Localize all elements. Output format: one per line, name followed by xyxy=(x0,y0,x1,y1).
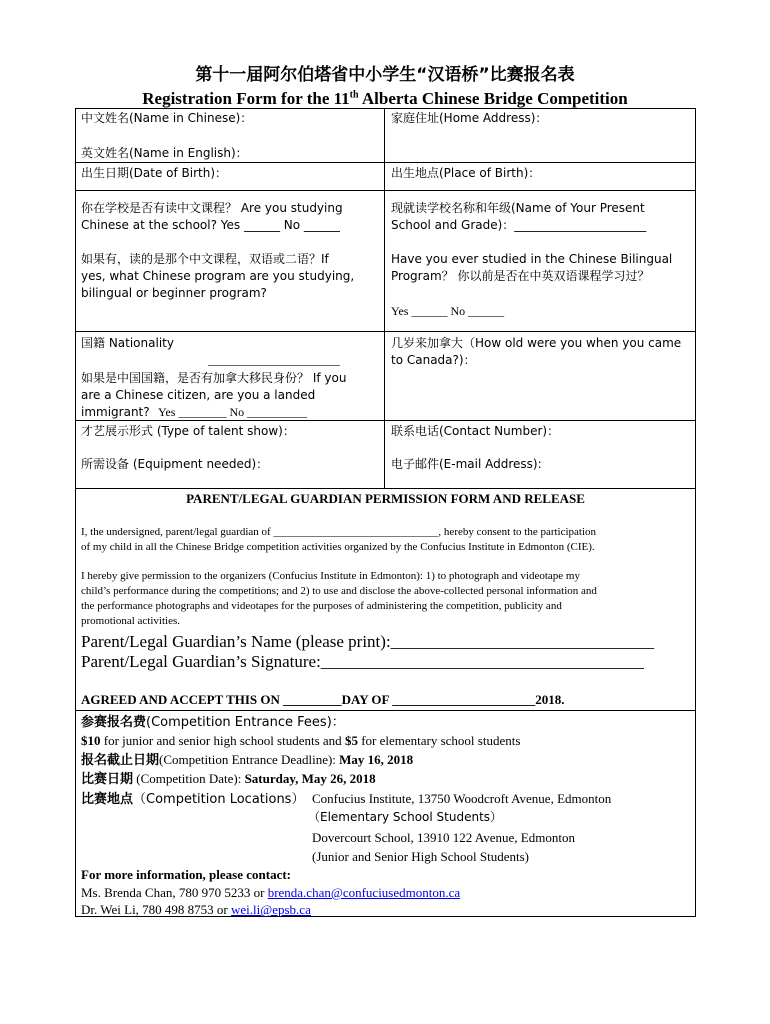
competition-date-label-en: (Competition Date): xyxy=(133,771,245,786)
more-info-heading: For more information, please contact: xyxy=(81,867,291,882)
column-divider xyxy=(384,108,385,488)
email-address-field[interactable]: 电子邮件(E-mail Address): xyxy=(391,457,542,471)
location-2: Dovercourt School, 13910 122 Avenue, Edmonton xyxy=(312,830,575,845)
age-came-line-1: 几岁来加拿大（How old were you when you came xyxy=(391,336,682,350)
locations-label: 比赛地点 xyxy=(81,792,134,807)
location-1: Confucius Institute, 13750 Woodcroft Avenue, Edmonton xyxy=(312,791,612,806)
deadline-label: 报名截止日期 xyxy=(81,753,160,768)
entrance-fees xyxy=(81,712,693,732)
fees-label-en: (Competition Entrance Fees)： xyxy=(146,715,345,730)
study-chinese-question[interactable] xyxy=(81,200,383,234)
study-chinese-line-2: Chinese at the school? Yes ______ No ______ xyxy=(81,218,340,232)
media-permission-line-4: promotional activities. xyxy=(81,615,180,627)
study-chinese-line-1: 你在学校是否有读中文课程？ Are you studying xyxy=(81,201,343,215)
equipment-needed-field[interactable]: 所需设备 (Equipment needed)： xyxy=(81,457,269,471)
row-divider-2 xyxy=(75,190,696,191)
fees-amount-elementary: $5 xyxy=(344,733,358,748)
program-type-line-2: yes, what Chinese program are you studying, xyxy=(81,269,355,283)
program-type-line-1: 如果有，读的是那个中文课程，双语或二语？If xyxy=(81,252,329,266)
entrance-deadline xyxy=(81,750,693,770)
present-school-question[interactable] xyxy=(391,200,693,234)
contact-brenda-text: Ms. Brenda Chan, 780 970 5233 or xyxy=(81,885,268,900)
row-divider-3 xyxy=(75,331,696,332)
landed-immigrant-yes-no[interactable]: Yes ________ No __________ xyxy=(158,405,308,419)
guardian-signature-field[interactable]: Parent/Legal Guardian’s Signature:______________________________________ xyxy=(81,652,644,671)
contact-number-field[interactable]: 联系电话(Contact Number)： xyxy=(391,424,560,438)
title-english-main: Registration Form for the 11 xyxy=(142,89,350,108)
consent-line-1: I, the undersigned, parent/legal guardian of ______________________________, hereby consent to the participation xyxy=(81,526,597,538)
landed-immigrant-line-1: 如果是中国国籍，是否有加拿大移民身份？ If you xyxy=(81,371,347,385)
place-of-birth-field[interactable]: 出生地点(Place of Birth)： xyxy=(391,166,541,180)
row-divider-6 xyxy=(75,710,696,711)
talent-show-type-field[interactable]: 才艺展示形式 (Type of talent show)： xyxy=(81,424,295,438)
program-type-line-3: bilingual or beginner program? xyxy=(81,286,267,300)
location-1-note: （Elementary School Students） xyxy=(308,810,503,824)
present-school-line-1: 现就读学校名称和年级(Name of Your Present xyxy=(391,201,645,215)
fees-label: 参赛报名费 xyxy=(81,715,147,730)
name-english-field[interactable]: 英文姓名(Name in English)： xyxy=(81,146,248,160)
fees-detail xyxy=(81,731,693,750)
media-permission-line-3: the performance photographs and videotapes for the purposes of administering the competition, publicity and xyxy=(81,600,562,612)
media-permission-line-1: I hereby give permission to the organizers (Confucius Institute in Edmonton): 1) to photograph and videotape my xyxy=(81,570,580,582)
competition-date xyxy=(81,769,693,789)
landed-immigrant-line-2: are a Chinese citizen, are you a landed immigrant? xyxy=(81,388,316,419)
contact-wei xyxy=(81,900,693,919)
locations-label-en: （Competition Locations） xyxy=(133,792,305,807)
bilingual-yes-no[interactable]: Yes ______ No ______ xyxy=(391,304,505,318)
deadline-label-en: (Competition Entrance Deadline): xyxy=(159,752,340,767)
media-permission-line-2: child’s performance during the competitions; and 2) to use and disclose the above-collected personal information and xyxy=(81,585,597,597)
nationality-label: 国籍 Nationality xyxy=(81,336,174,350)
name-chinese-field[interactable]: 中文姓名(Name in Chinese)： xyxy=(81,111,253,125)
fees-amount-junior-senior: $10 xyxy=(81,733,101,748)
present-school-line-2: School and Grade)：______________________ xyxy=(391,218,647,232)
bilingual-program-question[interactable] xyxy=(391,251,693,285)
age-came-to-canada-question[interactable] xyxy=(391,335,693,369)
location-2-note: (Junior and Senior High School Students) xyxy=(312,849,530,864)
nationality-input-line[interactable]: ______________________ xyxy=(208,353,340,367)
row-divider-1 xyxy=(75,162,696,163)
brenda-email-link[interactable]: brenda.chan@confuciusedmonton.ca xyxy=(267,885,461,900)
guardian-name-field[interactable]: Parent/Legal Guardian’s Name (please print):_______________________________ xyxy=(81,632,655,651)
fees-text-1: for junior and senior high school students and xyxy=(100,733,345,748)
competition-date-label: 比赛日期 xyxy=(81,772,134,787)
competition-date-value: Saturday, May 26, 2018 xyxy=(244,771,376,786)
program-type-question[interactable] xyxy=(81,251,383,302)
bilingual-program-line-2: Program？ 你以前是否在中英双语课程学习过？ xyxy=(391,269,650,283)
fees-text-2: for elementary school students xyxy=(357,733,521,748)
title-english-superscript: th xyxy=(349,89,359,101)
contact-wei-text: Dr. Wei Li, 780 498 8753 or xyxy=(81,902,232,917)
deadline-date: May 16, 2018 xyxy=(339,752,414,767)
row-divider-5 xyxy=(75,488,696,489)
media-permission-paragraph xyxy=(81,569,693,629)
title-english xyxy=(0,89,770,109)
date-of-birth-field[interactable]: 出生日期(Date of Birth)： xyxy=(81,166,228,180)
title-chinese: 第十一届阿尔伯塔省中小学生“汉语桥”比赛报名表 xyxy=(195,65,575,85)
home-address-field[interactable]: 家庭住址(Home Address)： xyxy=(391,111,548,125)
wei-email-link[interactable]: wei.li@epsb.ca xyxy=(231,902,311,917)
permission-heading: PARENT/LEGAL GUARDIAN PERMISSION FORM AND RELEASE xyxy=(186,491,585,506)
bilingual-program-line-1: Have you ever studied in the Chinese Bilingual xyxy=(391,252,673,266)
consent-paragraph xyxy=(81,525,693,555)
title-english-rest: Alberta Chinese Bridge Competition xyxy=(358,89,628,108)
consent-line-2: of my child in all the Chinese Bridge competition activities organized by the Confucius Institute in Edmonton (CIE). xyxy=(81,541,595,553)
agreed-date-field[interactable]: AGREED AND ACCEPT THIS ON _________DAY OF ______________________2018. xyxy=(81,692,565,707)
age-came-line-2: to Canada?)： xyxy=(391,353,476,367)
